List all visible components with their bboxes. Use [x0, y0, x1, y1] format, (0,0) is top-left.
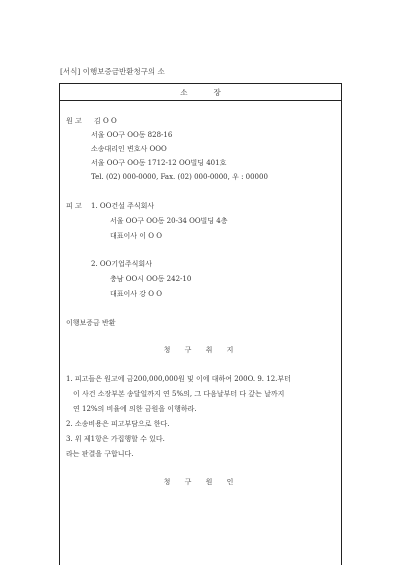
- defendant-2-representative: 대표이사 강 O O: [110, 290, 162, 298]
- defendant-2-address: 충남 OO시 OO동 242-10: [110, 275, 192, 283]
- plaintiff-label: 원 고: [66, 117, 82, 125]
- defendant-1-representative: 대표이사 이 O O: [110, 232, 162, 240]
- claim-reason-title: 청 구 원 인: [163, 478, 240, 486]
- title-char: 소: [180, 87, 188, 97]
- claim-line: 이 사건 소장부본 송달일까지 연 5%의, 그 다음날부터 다 갚는 날까지: [73, 390, 285, 398]
- document-title: [60, 84, 341, 101]
- defendant-1-address: 서울 OO구 OO동 20-34 OO빌딩 4층: [110, 217, 228, 225]
- defendant-2-name: 2. OO기업주식회사: [91, 260, 152, 268]
- plaintiff-address: 서울 OO구 OO동 828-16: [91, 131, 173, 139]
- claim-line: 3. 위 제1항은 가집행할 수 있다.: [66, 435, 165, 443]
- complaint-document: [59, 83, 342, 565]
- defendant-1-name: 1. OO건설 주식회사: [91, 202, 155, 210]
- plaintiff-name: 김 O O: [94, 117, 117, 125]
- title-char: 장: [213, 87, 221, 97]
- plaintiff-attorney: 소송대리인 변호사 OOO: [91, 145, 167, 153]
- claim-line: 2. 소송비용은 피고부담으로 한다.: [66, 420, 170, 428]
- claim-purpose-title: 청 구 취 지: [163, 346, 240, 354]
- claim-line: 연 12%의 비율에 의한 금원을 이행하라.: [73, 405, 197, 413]
- claim-conclusion: 라는 판결을 구합니다.: [66, 450, 134, 458]
- case-name: 이행보증금 반환: [66, 319, 116, 327]
- defendant-label: 피 고: [66, 202, 82, 210]
- attorney-contact: Tel. (02) 000-0000, Fax. (02) 000-0000, 우 : 00000: [91, 173, 268, 181]
- form-header: [서식] 이행보증금반환청구의 소: [60, 67, 165, 76]
- claim-line: 1. 피고들은 원고에 금200,000,000원 및 이에 대하여 200O. 9. 12.부터: [66, 375, 291, 383]
- attorney-address: 서울 OO구 OO동 1712-12 OO빌딩 401호: [91, 159, 227, 167]
